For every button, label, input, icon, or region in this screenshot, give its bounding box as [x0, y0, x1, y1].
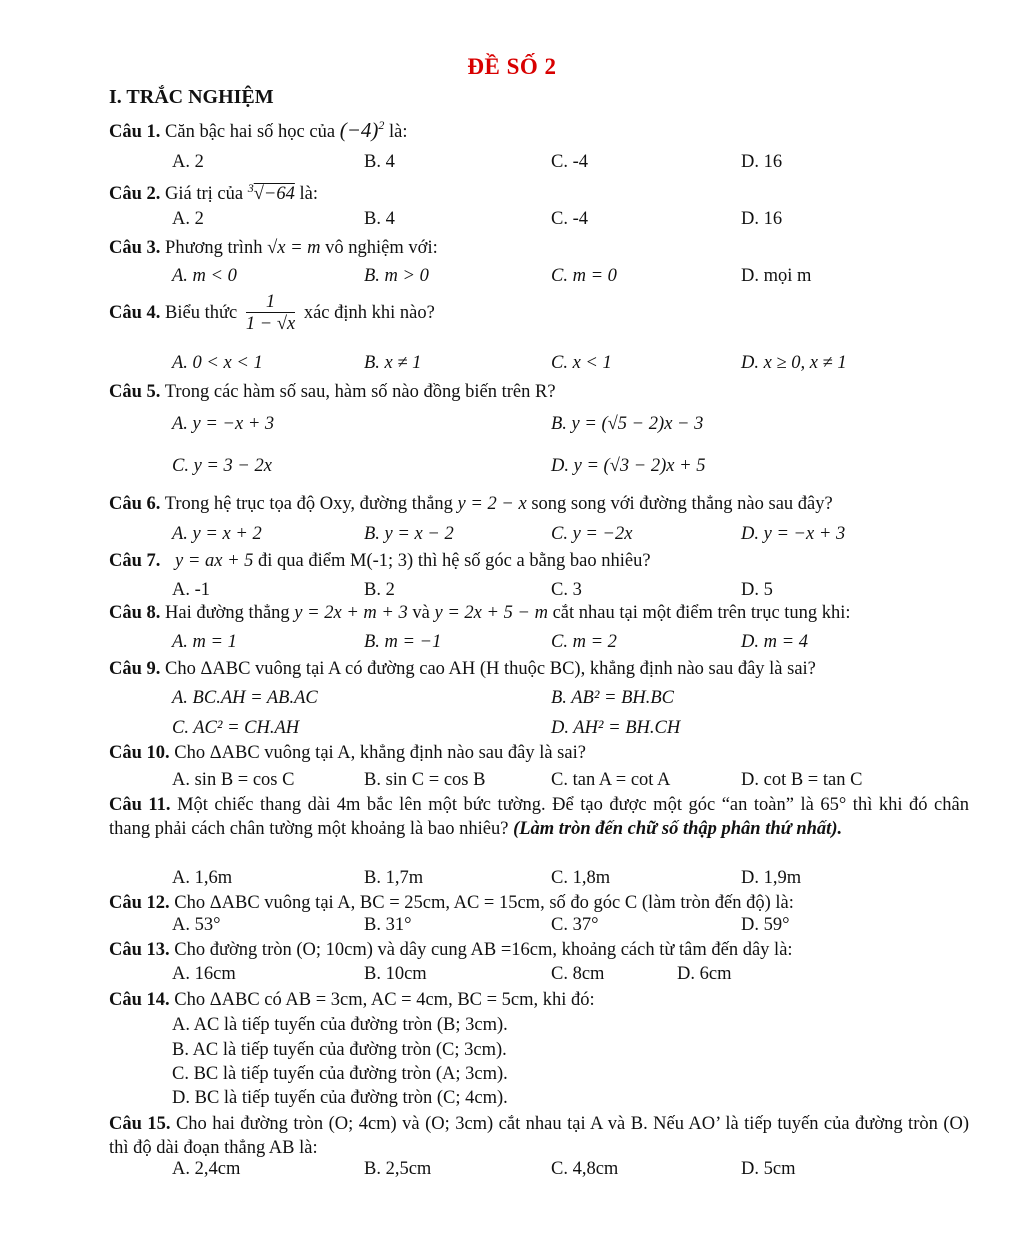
option-b[interactable]: B. 31°	[364, 915, 412, 935]
question-label: Câu 3.	[109, 238, 161, 258]
option-b[interactable]: B. m = −1	[364, 632, 442, 652]
question-label: Câu 13.	[109, 940, 170, 960]
question-8	[109, 603, 851, 624]
option-c[interactable]: C. m = 0	[551, 266, 617, 286]
option-c[interactable]: C. BC là tiếp tuyến của đường tròn (A; 3cm).	[172, 1064, 508, 1084]
question-text: Cho ΔABC vuông tại A, khẳng định nào sau đây là sai?	[174, 743, 586, 763]
option-d[interactable]: D. 5	[741, 580, 773, 600]
question-15	[109, 1112, 969, 1160]
question-label: Câu 15.	[109, 1114, 171, 1134]
option-a[interactable]: A. 53°	[172, 915, 221, 935]
question-label: Câu 11.	[109, 795, 171, 815]
question-text: Cho hai đường tròn (O; 4cm) và (O; 3cm) cắt nhau tại A và B. Nếu AO’ là tiếp tuyến của đường tròn (O) thì độ dài đoạn thẳng AB là:	[109, 1114, 969, 1158]
question-text: vô nghiệm với:	[325, 238, 438, 258]
option-d[interactable]: D. 1,9m	[741, 868, 802, 888]
question-label: Câu 12.	[109, 893, 170, 913]
option-a[interactable]: A. AC là tiếp tuyến của đường tròn (B; 3cm).	[172, 1015, 508, 1035]
option-a[interactable]: A. 16cm	[172, 964, 236, 984]
question-text: Biểu thức	[165, 302, 238, 323]
question-13	[109, 940, 793, 961]
option-c[interactable]: C. y = −2x	[551, 524, 633, 544]
option-c[interactable]: C. AC² = CH.AH	[172, 718, 300, 738]
question-text: là:	[389, 122, 408, 142]
option-b[interactable]: B. y = (√5 − 2)x − 3	[551, 414, 704, 434]
section-heading: I. TRẮC NGHIỆM	[109, 86, 274, 108]
exam-title: ĐỀ SỐ 2	[467, 54, 557, 79]
question-14	[109, 990, 595, 1011]
question-text: Cho ΔABC vuông tại A có đường cao AH (H thuộc BC), khẳng định nào sau đây là sai?	[165, 659, 816, 679]
question-text: Giá trị của	[165, 184, 244, 205]
option-c[interactable]: C. -4	[551, 209, 588, 229]
math-expression: √x = m	[267, 238, 321, 258]
question-text: Cho đường tròn (O; 10cm) và dây cung AB =16cm, khoảng cách từ tâm đến dây là:	[174, 940, 793, 960]
option-b[interactable]: B. AC là tiếp tuyến của đường tròn (C; 3cm).	[172, 1040, 507, 1060]
option-b[interactable]: B. 4	[364, 209, 395, 229]
option-b[interactable]: B. 2,5cm	[364, 1159, 432, 1179]
question-label: Câu 8.	[109, 603, 161, 623]
option-a[interactable]: A. m = 1	[172, 632, 237, 652]
math-expression: y = 2 − x	[457, 494, 527, 514]
question-1	[109, 118, 408, 143]
option-d[interactable]: D. mọi m	[741, 266, 812, 286]
question-text: đi qua điểm M(-1; 3) thì hệ số góc a bằng bao nhiêu?	[258, 551, 651, 571]
question-label: Câu 9.	[109, 659, 161, 679]
question-10	[109, 743, 586, 764]
question-7	[109, 551, 651, 572]
option-d[interactable]: D. 16	[741, 209, 783, 229]
question-label: Câu 2.	[109, 184, 161, 205]
math-expression: y = 2x + m + 3	[294, 603, 408, 623]
question-9	[109, 659, 816, 680]
question-label: Câu 6.	[109, 494, 161, 514]
question-text: Căn bậc hai số học của	[165, 122, 336, 142]
option-d[interactable]: D. m = 4	[741, 632, 808, 652]
question-text: Cho ΔABC có AB = 3cm, AC = 4cm, BC = 5cm, khi đó:	[174, 990, 595, 1010]
math-expression: y = ax + 5	[175, 551, 254, 571]
option-a[interactable]: A. 0 < x < 1	[172, 353, 263, 373]
option-d[interactable]: D. y = (√3 − 2)x + 5	[551, 456, 706, 476]
option-b[interactable]: B. 4	[364, 152, 395, 172]
option-c[interactable]: C. 1,8m	[551, 868, 611, 888]
option-b[interactable]: B. sin C = cos B	[364, 770, 486, 790]
option-d[interactable]: D. 6cm	[677, 964, 732, 984]
option-a[interactable]: A. -1	[172, 580, 211, 600]
option-b[interactable]: B. m > 0	[364, 266, 429, 286]
option-c[interactable]: C. 37°	[551, 915, 599, 935]
option-d[interactable]: D. 59°	[741, 915, 790, 935]
question-text: song song với đường thẳng nào sau đây?	[531, 494, 833, 514]
question-12	[109, 893, 794, 914]
question-label: Câu 7.	[109, 551, 161, 571]
question-label: Câu 4.	[109, 302, 161, 323]
option-c[interactable]: C. 3	[551, 580, 582, 600]
question-3	[109, 238, 438, 259]
option-c[interactable]: C. y = 3 − 2x	[172, 456, 272, 476]
option-b[interactable]: B. y = x − 2	[364, 524, 454, 544]
option-a[interactable]: A. BC.AH = AB.AC	[172, 688, 318, 708]
question-hint: (Làm tròn đến chữ số thập phân thứ nhất).	[513, 819, 843, 839]
question-text: và	[412, 603, 430, 623]
option-d[interactable]: D. AH² = BH.CH	[551, 718, 681, 738]
question-label: Câu 14.	[109, 990, 170, 1010]
option-a[interactable]: A. y = x + 2	[172, 524, 262, 544]
math-expression: $^3$√−64	[247, 181, 295, 205]
option-d[interactable]: D. BC là tiếp tuyến của đường tròn (C; 4cm).	[172, 1088, 508, 1108]
option-d[interactable]: D. y = −x + 3	[741, 524, 846, 544]
option-d[interactable]: D. 16	[741, 152, 783, 172]
option-c[interactable]: C. 4,8cm	[551, 1159, 619, 1179]
option-d[interactable]: D. x ≥ 0, x ≠ 1	[741, 353, 847, 373]
option-c[interactable]: C. -4	[551, 152, 588, 172]
question-text: Trong các hàm số sau, hàm số nào đồng biến trên R?	[164, 382, 556, 402]
option-a[interactable]: A. y = −x + 3	[172, 414, 275, 434]
option-a[interactable]: A. m < 0	[172, 266, 237, 286]
question-text: Cho ΔABC vuông tại A, BC = 25cm, AC = 15cm, số đo góc C (làm tròn đến độ) là:	[174, 893, 794, 913]
option-c[interactable]: C. x < 1	[551, 353, 612, 373]
option-a[interactable]: A. 2	[172, 152, 204, 172]
option-c[interactable]: C. m = 2	[551, 632, 617, 652]
option-b[interactable]: B. 2	[364, 580, 395, 600]
question-4	[109, 292, 435, 335]
option-c[interactable]: C. 8cm	[551, 964, 605, 984]
question-label: Câu 10.	[109, 743, 170, 763]
question-5	[109, 382, 556, 403]
option-c[interactable]: C. tan A = cot A	[551, 770, 671, 790]
option-a[interactable]: A. 2	[172, 209, 204, 229]
question-text: Phương trình	[165, 238, 263, 258]
option-a[interactable]: A. 2,4cm	[172, 1159, 241, 1179]
question-label: Câu 5.	[109, 382, 161, 402]
question-11	[109, 793, 969, 841]
question-text: xác định khi nào?	[303, 302, 435, 323]
fraction-expression: $\frac{1}{1 - √x}$	[245, 292, 296, 334]
question-text: Hai đường thẳng	[165, 603, 290, 623]
question-2	[109, 181, 318, 205]
math-expression: y = 2x + 5 − m	[434, 603, 548, 623]
option-b[interactable]: B. x ≠ 1	[364, 353, 422, 373]
question-text: Trong hệ trục tọa độ Oxy, đường thẳng	[164, 494, 453, 514]
option-b[interactable]: B. AB² = BH.BC	[551, 688, 675, 708]
question-text: cắt nhau tại một điểm trên trục tung khi:	[552, 603, 851, 623]
option-b[interactable]: B. 10cm	[364, 964, 427, 984]
option-d[interactable]: D. 5cm	[741, 1159, 796, 1179]
option-d[interactable]: D. cot B = tan C	[741, 770, 863, 790]
option-a[interactable]: A. 1,6m	[172, 868, 233, 888]
option-b[interactable]: B. 1,7m	[364, 868, 424, 888]
question-6	[109, 494, 833, 515]
option-a[interactable]: A. sin B = cos C	[172, 770, 295, 790]
question-label: Câu 1.	[109, 122, 161, 142]
question-text: là:	[299, 184, 318, 205]
question-text: Một chiếc thang dài 4m bắc lên một bức tường. Để tạo được một góc “an toàn” là 65° thì khi đó chân thang phải cách chân tường một khoảng là bao nhiêu?	[109, 795, 969, 839]
math-expression: $(-4)^2$	[339, 118, 385, 142]
